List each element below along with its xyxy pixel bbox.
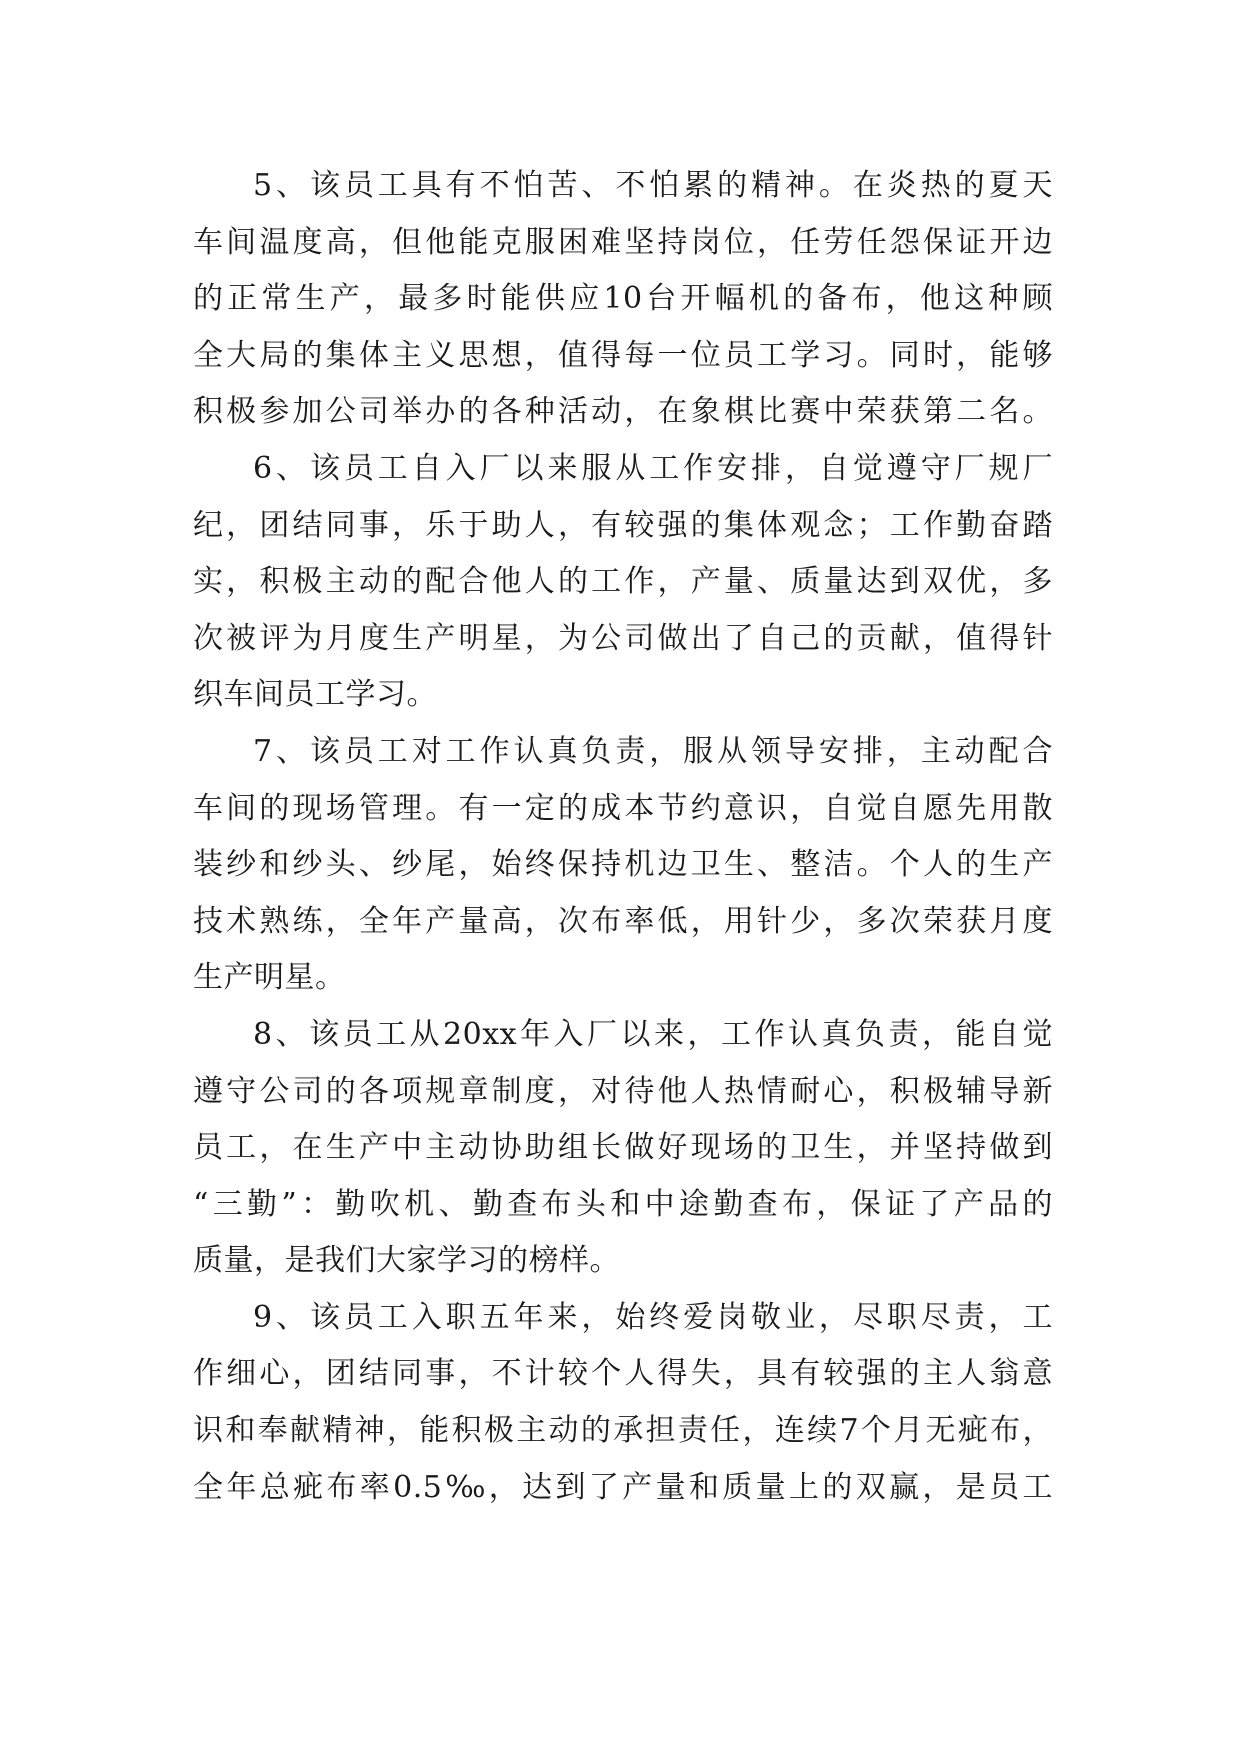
paragraph-line: 积极参加公司举办的各种活动，在象棋比赛中荣获第二名。: [193, 394, 1053, 430]
paragraph-line: 车间的现场管理。有一定的成本节约意识，自觉自愿先用散: [193, 790, 1053, 826]
paragraph-line: 技术熟练，全年产量高，次布率低，用针少，多次荣获月度: [193, 903, 1053, 939]
paragraph-line: 作细心，团结同事，不计较个人得失，具有较强的主人翁意: [193, 1356, 1053, 1392]
paragraph-line: 次被评为月度生产明星，为公司做出了自己的贡献，值得针: [193, 620, 1053, 656]
paragraph-line: 装纱和纱头、纱尾，始终保持机边卫生、整洁。个人的生产: [193, 847, 1053, 883]
paragraph-line: 6、该员工自入厂以来服从工作安排，自觉遵守厂规厂: [253, 450, 1053, 486]
paragraph-line: 7、该员工对工作认真负责，服从领导安排，主动配合: [253, 733, 1053, 769]
paragraph-line: 全年总疵布率0.5‰，达到了产量和质量上的双赢，是员工: [193, 1469, 1053, 1505]
paragraph-line: 员工，在生产中主动协助组长做好现场的卫生，并坚持做到: [193, 1130, 1053, 1166]
paragraph-line: 8、该员工从20xx年入厂以来，工作认真负责，能自觉: [253, 1016, 1053, 1052]
paragraph-6: [193, 441, 1053, 724]
paragraph-line: 质量，是我们大家学习的榜样。: [193, 1243, 620, 1279]
document-body: [193, 158, 1053, 1516]
paragraph-line: 实，积极主动的配合他人的工作，产量、质量达到双优，多: [193, 564, 1053, 600]
paragraph-line: 识和奉献精神，能积极主动的承担责任，连续7个月无疵布，: [193, 1413, 1053, 1449]
paragraph-line: 的正常生产，最多时能供应10台开幅机的备布，他这种顾: [193, 281, 1053, 317]
paragraph-line: 纪，团结同事，乐于助人，有较强的集体观念；工作勤奋踏: [193, 507, 1053, 543]
paragraph-line: “三勤”：勤吹机、勤查布头和中途勤查布，保证了产品的: [193, 1186, 1053, 1222]
paragraph-8: [193, 1007, 1053, 1290]
paragraph-line: 遵守公司的各项规章制度，对待他人热情耐心，积极辅导新: [193, 1073, 1053, 1109]
paragraph-line: 9、该员工入职五年来，始终爱岗敬业，尽职尽责，工: [253, 1299, 1053, 1335]
paragraph-5: [193, 158, 1053, 441]
paragraph-line: 5、该员工具有不怕苦、不怕累的精神。在炎热的夏天: [253, 168, 1053, 203]
paragraph-line: 全大局的集体主义思想，值得每一位员工学习。同时，能够: [193, 337, 1053, 373]
paragraph-line: 织车间员工学习。: [193, 677, 437, 713]
paragraph-7: [193, 724, 1053, 1007]
paragraph-line: 生产明星。: [193, 960, 346, 996]
paragraph-9: [193, 1290, 1053, 1516]
paragraph-line: 车间温度高，但他能克服困难坚持岗位，任劳任怨保证开边: [193, 224, 1053, 260]
